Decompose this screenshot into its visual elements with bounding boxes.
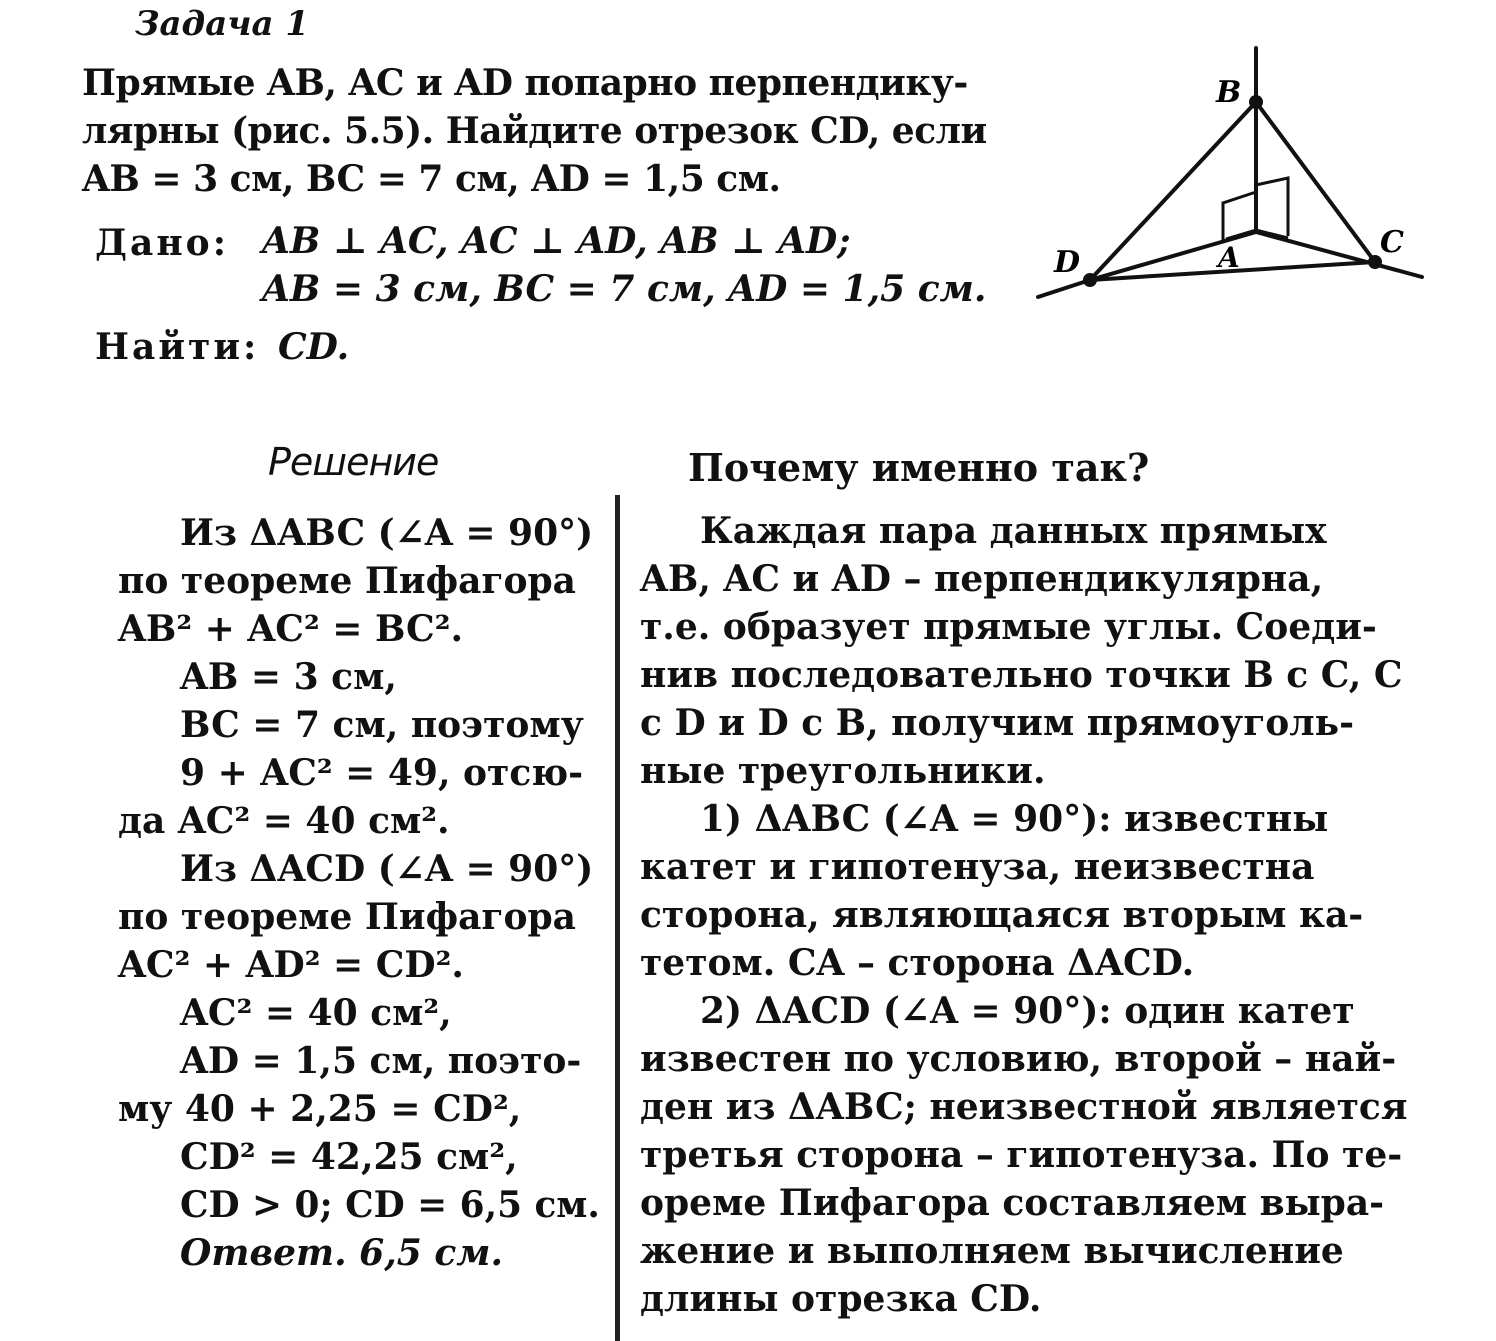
given-line: AB ⊥ AC, AC ⊥ AD, AB ⊥ AD; [262, 220, 851, 262]
find-value: CD. [278, 326, 350, 368]
label-d: D [1054, 245, 1081, 280]
point-d [1083, 273, 1097, 287]
explanation-line: ден из ΔABC; неизвестной является [640, 1086, 1408, 1128]
solution-line: AB = 3 см, [180, 656, 397, 698]
explanation-line: 2) ΔACD (∠A = 90°): один катет [700, 990, 1355, 1032]
explanation-heading: Почему именно так? [688, 445, 1150, 490]
answer-line: Ответ. 6,5 см. [180, 1232, 503, 1274]
solution-line: по теореме Пифагора [118, 896, 576, 938]
solution-line: CD² = 42,25 см², [180, 1136, 518, 1178]
given-label: Дано: [95, 222, 229, 264]
solution-line: BC = 7 см, поэтому [180, 704, 584, 746]
explanation-line: AB, AC и AD – перпендикулярна, [640, 558, 1324, 600]
solution-heading: Решение [268, 440, 439, 484]
solution-line: да AC² = 40 см². [118, 800, 450, 842]
solution-line: AB² + AC² = BC². [118, 608, 463, 650]
line-d-extension [1038, 280, 1090, 297]
column-divider [615, 495, 620, 1341]
explanation-line: 1) ΔABC (∠A = 90°): известны [700, 798, 1329, 840]
explanation-line: Каждая пара данных прямых [700, 510, 1327, 552]
condition-line: AB = 3 см, BC = 7 см, AD = 1,5 см. [82, 158, 781, 200]
explanation-line: жение и выполняем вычисление [640, 1230, 1344, 1272]
explanation-line: известен по условию, второй – най- [640, 1038, 1397, 1080]
solution-line: AD = 1,5 см, поэто- [180, 1040, 582, 1082]
explanation-line: с D и D с B, получим прямоуголь- [640, 702, 1355, 744]
find-label: Найти: [95, 326, 260, 368]
label-c: C [1380, 225, 1404, 260]
explanation-line: тетом. CA – сторона ΔACD. [640, 942, 1195, 984]
solution-line: AC² = 40 см², [180, 992, 452, 1034]
explanation-line: т.е. образует прямые углы. Соеди- [640, 606, 1377, 648]
solution-line: му 40 + 2,25 = CD², [118, 1088, 522, 1130]
problem-title: Задача 1 [135, 4, 310, 44]
condition-line: лярны (рис. 5.5). Найдите отрезок CD, если [82, 110, 987, 152]
solution-line: AC² + AD² = CD². [118, 944, 464, 986]
explanation-line: нив последовательно точки B с C, C [640, 654, 1403, 696]
explanation-line: сторона, являющаяся вторым ка- [640, 894, 1364, 936]
explanation-line: ореме Пифагора составляем выра- [640, 1182, 1385, 1224]
explanation-line: длины отрезка CD. [640, 1278, 1042, 1320]
solution-line: 9 + AC² = 49, отсю- [180, 752, 584, 794]
pyramid-figure [1030, 40, 1430, 310]
solution-line: по теореме Пифагора [118, 560, 576, 602]
solution-line: CD > 0; CD = 6,5 см. [180, 1184, 600, 1226]
solution-line: Из ΔACD (∠A = 90°) [180, 848, 594, 890]
point-b [1249, 95, 1263, 109]
solution-line: Из ΔABC (∠A = 90°) [180, 512, 594, 554]
explanation-line: ные треугольники. [640, 750, 1046, 792]
condition-line: Прямые AB, AC и AD попарно перпендику- [82, 62, 968, 104]
label-a: A [1218, 241, 1240, 274]
label-b: B [1216, 75, 1242, 110]
given-line: AB = 3 см, BC = 7 см, AD = 1,5 см. [262, 268, 987, 310]
explanation-line: третья сторона – гипотенуза. По те- [640, 1134, 1403, 1176]
explanation-line: катет и гипотенуза, неизвестна [640, 846, 1315, 888]
